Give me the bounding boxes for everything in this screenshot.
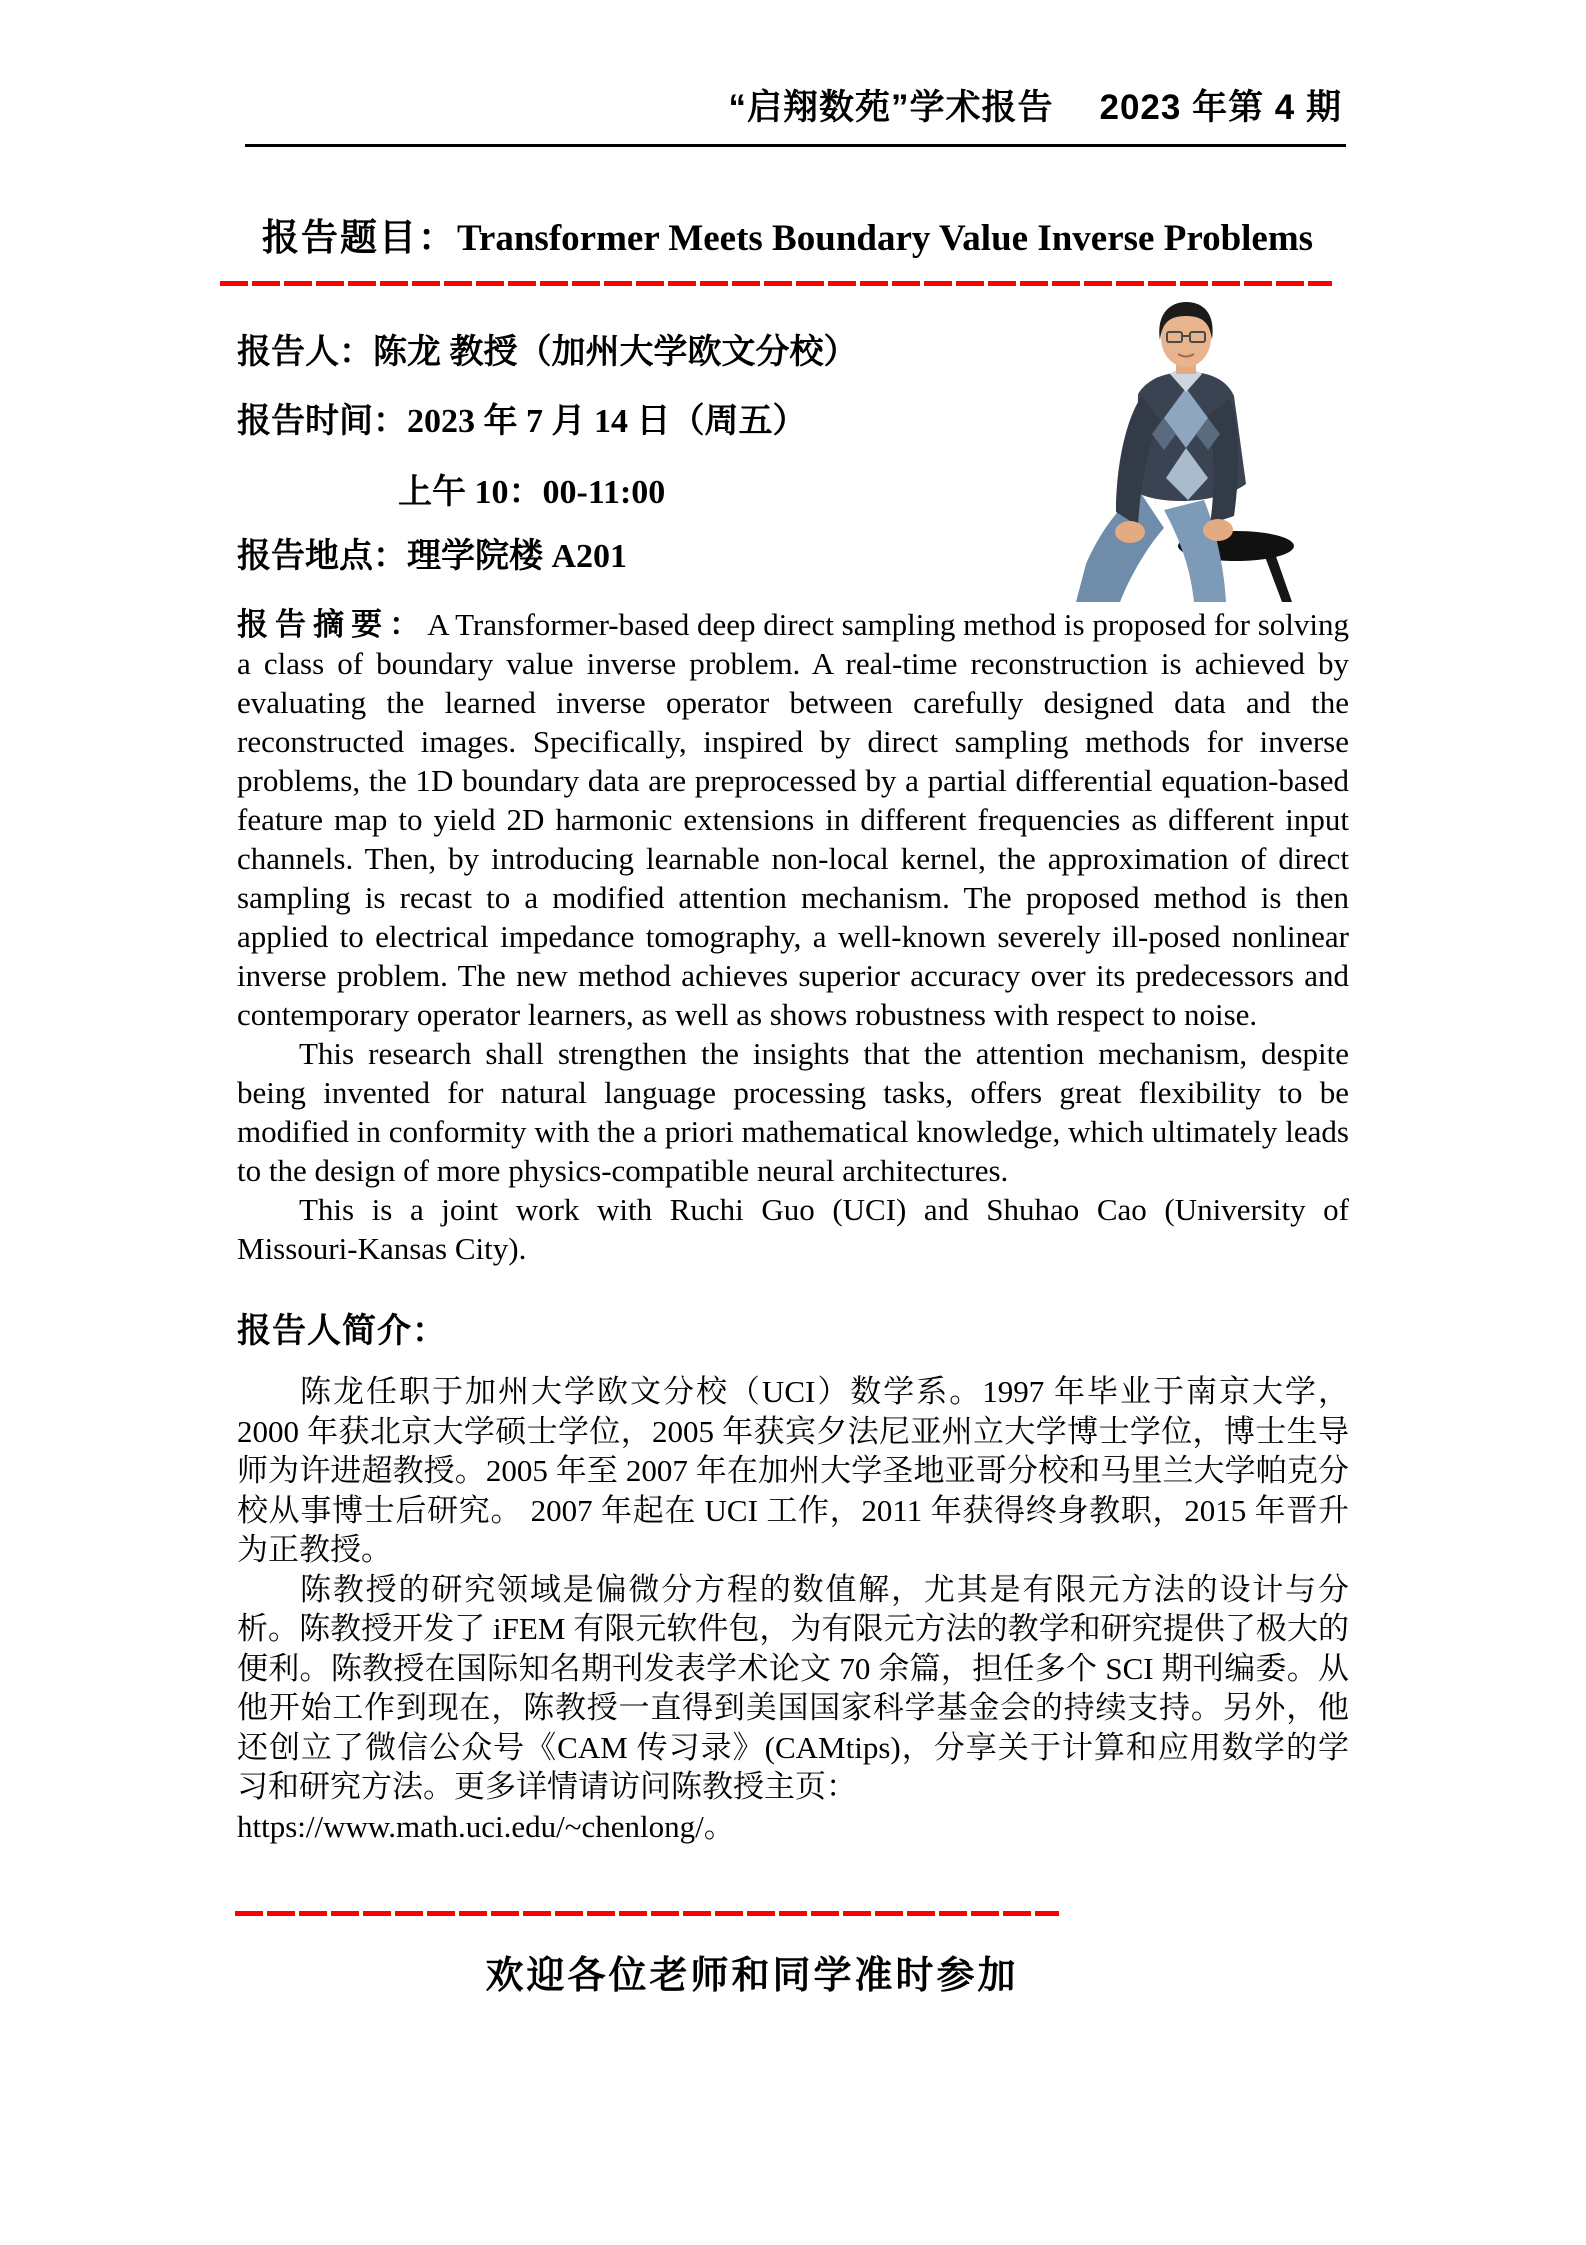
- dash-red: [220, 281, 1332, 286]
- speaker-line: [237, 332, 858, 374]
- bio-paragraph-2: 陈教授的研究领域是偏微分方程的数值解，尤其是有限元方法的设计与分析。陈教授开发了 iFEM 有限元软件包，为有限元方法的教学和研究提供了极大的便利。陈教授在国际知名期刊发表学术论文 70 余篇，担任多个 SCI 期刊编委。从他开始工作到现在，陈教授一直得到美国国家科学基金会的持续支持。另外，他还创立了微信公众号《CAM 传习录》(CAMtips)，分享关于计算和应用数学的学习和研究方法。更多详情请访问陈教授主页：: [237, 1571, 1349, 1804]
- masthead-series: “启翔数苑”学术报告: [728, 88, 1054, 127]
- location-line: [237, 536, 627, 578]
- speaker-photo: [1068, 296, 1332, 602]
- masthead: [728, 86, 1342, 130]
- person-portrait-illustration: [1068, 296, 1332, 602]
- time-label: 报告时间：: [237, 403, 407, 440]
- speaker-label: 报告人：: [237, 334, 373, 371]
- red-dashed-divider-bottom: [235, 1911, 1059, 1916]
- abstract-paragraph-3: This is a joint work with Ruchi Guo (UCI) and Shuhao Cao (University of Missouri-Kansas City).: [237, 1192, 1349, 1266]
- location-label: 报告地点：: [237, 538, 407, 575]
- abstract-paragraph-1: [237, 605, 1349, 1034]
- bio-paragraph-1: 陈龙任职于加州大学欧文分校（UCI）数学系。1997 年毕业于南京大学，2000 年获北京大学硕士学位，2005 年获宾夕法尼亚州立大学博士学位，博士生导师为许进超教授。2005 年至 2007 年在加州大学圣地亚哥分校和马里兰大学帕克分校从事博士后研究。 2007 年起在 UCI 工作，2011 年获得终身教职，2015 年晋升为正教授。: [237, 1374, 1349, 1567]
- title-label: 报告题目：: [262, 217, 457, 259]
- masthead-issue: 2023 年第 4 期: [1099, 88, 1342, 127]
- bio-heading: 报告人简介：: [237, 1312, 447, 1350]
- abstract-section: [237, 605, 1349, 1268]
- red-dashed-divider-top: [220, 281, 1332, 286]
- bio-section: [237, 1372, 1349, 1846]
- speaker-value: 陈龙 教授（加州大学欧文分校）: [373, 334, 858, 371]
- page-title: [262, 215, 1313, 263]
- title-text: Transformer Meets Boundary Value Inverse Problems: [457, 217, 1314, 259]
- homepage-url: https://www.math.uci.edu/~chenlong/。: [237, 1808, 735, 1844]
- dash-red: [235, 1911, 1059, 1916]
- time-line: [237, 401, 807, 443]
- time-value: 2023 年 7 月 14 日（周五）: [407, 403, 807, 440]
- abstract-label: 报告摘要：: [237, 607, 428, 642]
- location-value: 理学院楼 A201: [407, 538, 628, 575]
- abstract-paragraph-2: This research shall strengthen the insights that the attention mechanism, despite being invented for natural language processing tasks, offers great flexibility to be modified in conformity with the a priori mathematical knowledge, which ultimately leads to the design of more physics-compatible neural architectures.: [237, 1036, 1349, 1188]
- welcome-message: 欢迎各位老师和同学准时参加: [485, 1955, 1019, 1997]
- masthead-rule: [245, 144, 1346, 147]
- abstract-p1-text: A Transformer-based deep direct sampling method is proposed for solving a class of boundary value inverse problem. A real-time reconstruction is achieved by evaluating the learned inverse operator between carefully designed data and the reconstructed images. Specifically, inspired by direct sampling methods for inverse problems, the 1D boundary data are preprocessed by a partial differential equation-based feature map to yield 2D harmonic extensions in different frequencies as different input channels. Then, by introducing learnable non-local kernel, the approximation of direct sampling is recast to a modified attention mechanism. The proposed method is then applied to electrical impedance tomography, a well-known severely ill-posed nonlinear inverse problem. The new method achieves superior accuracy over its predecessors and contemporary operator learners, as well as shows robustness with respect to noise.: [237, 607, 1349, 1032]
- time-range-line: 上午 10：00-11:00: [398, 474, 666, 511]
